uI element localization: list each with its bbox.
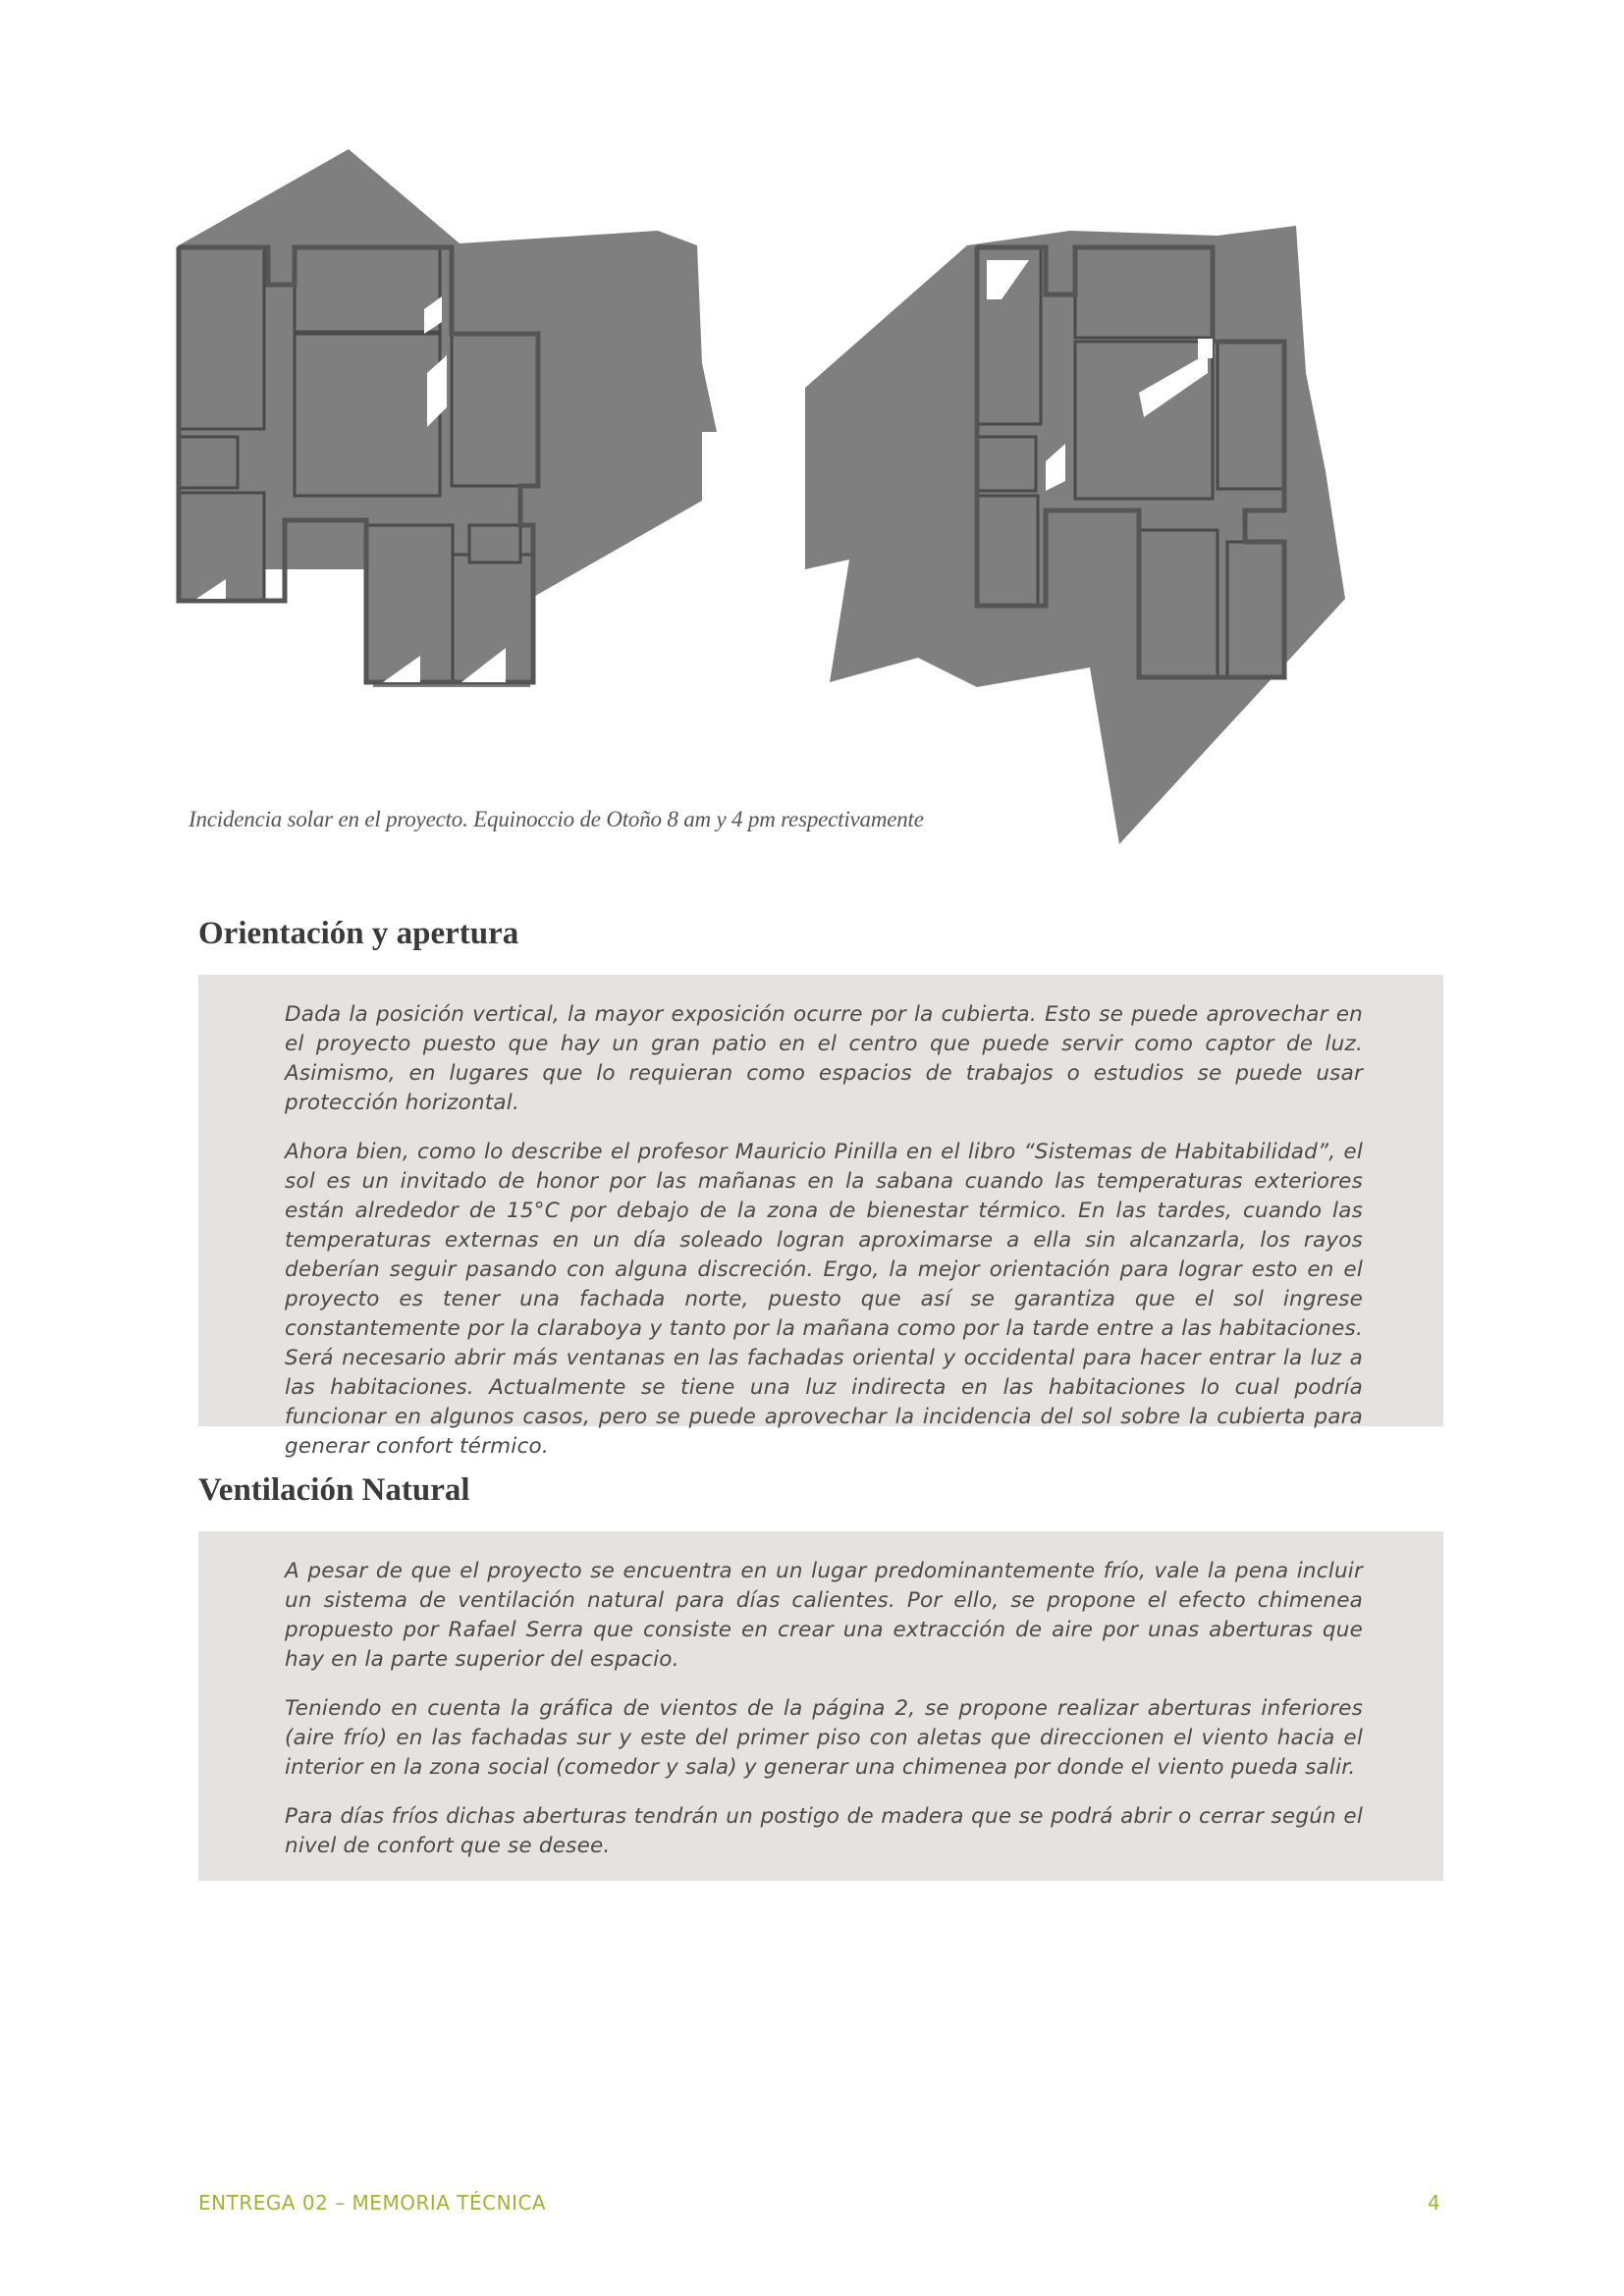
solar-plan-4pm	[805, 226, 1345, 844]
solar-plan-8am	[179, 149, 717, 687]
ventilation-text-box	[198, 1531, 1443, 1881]
room	[295, 247, 440, 332]
solar-incidence-figure	[167, 137, 1424, 864]
room	[179, 247, 264, 429]
room	[977, 496, 1038, 606]
section-title-ventilation: Ventilación Natural	[198, 1472, 470, 1508]
paragraph: Teniendo en cuenta la gráfica de vientos de la página 2, se propone realizar aberturas inferiores (aire frío) en las fachadas sur y este del primer piso con aletas que direccionen el viento hacia el interior en la zona social (comedor y sala) y generar una chimenea por donde el viento pueda salir.	[285, 1696, 1363, 1780]
room	[469, 525, 520, 562]
room	[179, 437, 238, 488]
room	[977, 437, 1036, 491]
room	[1075, 247, 1213, 338]
room	[1227, 542, 1284, 677]
room	[366, 525, 453, 682]
orientation-text-box	[198, 975, 1443, 1459]
paragraph: Dada la posición vertical, la mayor exposición ocurre por la cubierta. Esto se puede aprovechar en el proyecto puesto que hay un gran patio en el centro que puede servir como captor de luz. Asimismo, en lugares que lo requieran como espacios de trabajos o estudios se puede usar protección horizontal.	[285, 1002, 1363, 1115]
light-patch	[1198, 339, 1213, 358]
room	[452, 334, 538, 486]
paragraph: Para días fríos dichas aberturas tendrán un postigo de madera que se podrá abrir o cerrar según el nivel de confort que se desee.	[285, 1804, 1363, 1858]
footer-label: ENTREGA 02 – MEMORIA TÉCNICA	[198, 2191, 547, 2215]
room	[1218, 342, 1284, 489]
room	[1139, 530, 1218, 677]
room	[295, 334, 440, 496]
section-title-orientation: Orientación y apertura	[198, 916, 519, 951]
paragraph: A pesar de que el proyecto se encuentra en un lugar predominantemente frío, vale la pena incluir un sistema de ventilación natural para días calientes. Por ello, se propone el efecto chimenea propuesto por Rafael Serra que consiste en crear una extracción de aire por unas aberturas que hay en la parte superior del espacio.	[285, 1559, 1363, 1672]
paragraph: Ahora bien, como lo describe el profesor Mauricio Pinilla en el libro “Sistemas de Habitabilidad”, el sol es un invitado de honor por las mañanas en la sabana cuando las temperaturas exteriores están alrededor de 15°C por debajo de la zona de bienestar térmico. En las tardes, cuando las temperaturas externas en un día soleado logran aproximarse a ella sin alcanzarla, los rayos deberían seguir pasando con alguna discreción. Ergo, la mejor orientación para lograr esto en el proyecto es tener una fachada norte, puesto que así se garantiza que el sol ingrese constantemente por la claraboya y tanto por la mañana como por la tarde entre a las habitaciones. Será necesario abrir más ventanas en las fachadas oriental y occidental para hacer entrar la luz a las habitaciones. Actualmente se tiene una luz indirecta en las habitaciones lo cual podría funcionar en algunos casos, pero se puede aprovechar la incidencia del sol sobre la cubierta para generar confort térmico.	[285, 1140, 1363, 1459]
page-number: 4	[1428, 2191, 1440, 2215]
figure-caption: Incidencia solar en el proyecto. Equinoccio de Otoño 8 am y 4 pm respectivamente	[189, 807, 924, 831]
